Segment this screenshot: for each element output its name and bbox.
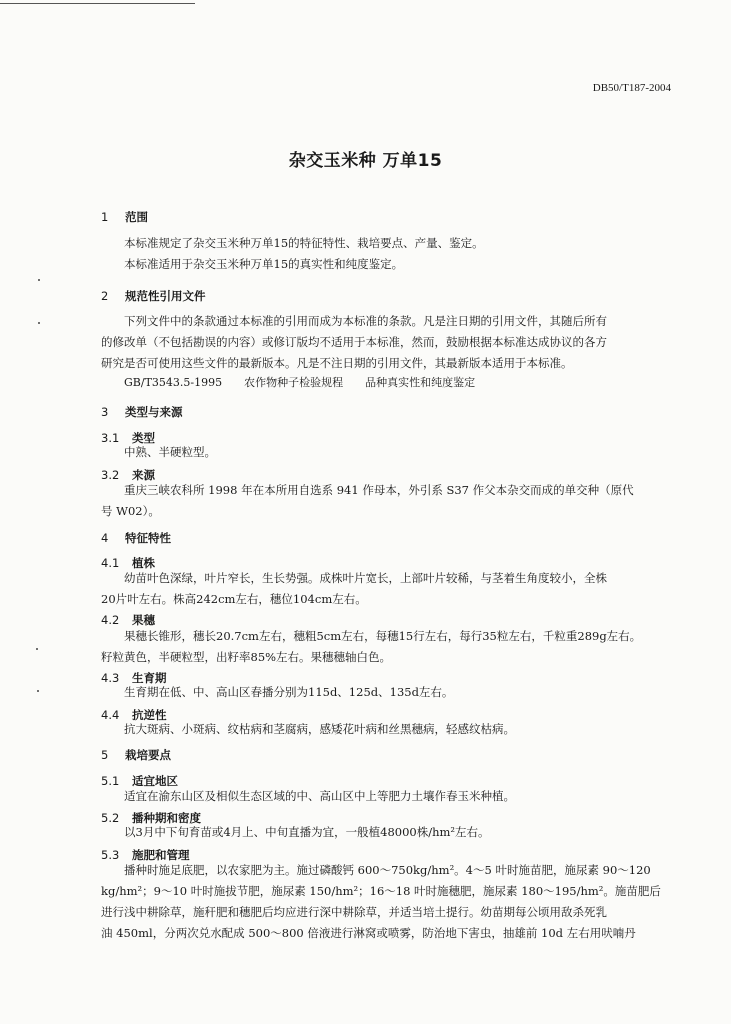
reference-name: 农作物种子检验规程 (244, 376, 344, 389)
section-number: 3 (101, 405, 109, 419)
document-title: 杂交玉米种 万单15 (288, 151, 443, 171)
section-2-text (101, 311, 675, 374)
paragraph-line: 下列文件中的条款通过本标准的引用而成为本标准的条款。凡是注日期的引用文件，其随后所有 (124, 314, 607, 328)
paragraph-line: 的修改单（不包括勘误的内容）或修订版均不适用于本标准，然而，鼓励根据本标准达成协议的各方 (101, 335, 607, 349)
section-1-text (101, 233, 675, 275)
section-5-heading (101, 747, 171, 763)
section-title: 规范性引用文件 (125, 289, 206, 303)
section-number: 5.2 (101, 811, 120, 825)
section-number: 4 (101, 531, 109, 545)
section-title: 范围 (125, 210, 148, 224)
paragraph-line: 适宜在渝东山区及相似生态区域的中、高山区中上等肥力土壤作春玉米种植。 (124, 789, 515, 803)
section-5-3-text (101, 860, 675, 944)
paragraph-line: 重庆三峡农科所 1998 年在本所用自选系 941 作母本，外引系 S37 作父本杂交而成的单交种（原代 (124, 483, 634, 497)
section-4-4-text (101, 719, 675, 740)
section-4-3-text (101, 682, 675, 703)
normative-reference (124, 374, 497, 390)
section-number: 4.4 (101, 708, 120, 722)
top-rule (0, 3, 195, 4)
reference-code: GB/T3543.5-1995 (124, 376, 223, 389)
section-5-2-text (101, 822, 675, 843)
section-number: 4.3 (101, 671, 120, 685)
section-number: 4.2 (101, 613, 120, 627)
paragraph-line: 果穗长锥形，穗长20.7cm左右，穗粗5cm左右，每穗15行左右，每行35粒左右，千粒重289g左右。 (124, 629, 642, 643)
section-number: 1 (101, 210, 109, 224)
paragraph-line: 进行浅中耕除草，施秆肥和穗肥后均应进行深中耕除草，并适当培土提行。幼苗期每公顷用敌杀死乳 (101, 905, 607, 919)
section-number: 3.1 (101, 431, 120, 445)
paragraph-line: 本标准适用于杂交玉米种万单15的真实性和纯度鉴定。 (124, 257, 404, 271)
section-title: 植株 (132, 556, 155, 570)
section-4-heading (101, 530, 171, 546)
section-5-1-text (101, 786, 675, 807)
paragraph-line: 幼苗叶色深绿，叶片窄长，生长势强。成株叶片宽长，上部叶片较稀，与茎着生角度较小，全株 (124, 571, 607, 585)
section-title: 来源 (132, 468, 155, 482)
section-title: 果穗 (132, 613, 155, 627)
paragraph-line: 本标准规定了杂交玉米种万单15的特征特性、栽培要点、产量、鉴定。 (124, 236, 484, 250)
paragraph-line: 号 W02）。 (101, 504, 160, 518)
paragraph-line: 抗大斑病、小斑病、纹枯病和茎腐病，感矮花叶病和丝黑穗病，轻感纹枯病。 (124, 722, 515, 736)
section-title: 类型 (132, 431, 155, 445)
section-3-2-text (101, 480, 675, 522)
section-title: 抗逆性 (132, 708, 167, 722)
section-4-2-text (101, 626, 675, 668)
scan-speck (37, 690, 39, 692)
section-2-heading (101, 288, 206, 304)
paragraph-line: 生育期在低、中、高山区春播分别为115d、125d、135d左右。 (124, 685, 454, 699)
section-number: 4.1 (101, 556, 120, 570)
section-3-heading (101, 404, 183, 420)
scan-speck (38, 279, 40, 281)
paragraph-line: 研究是否可使用这些文件的最新版本。凡是不注日期的引用文件，其最新版本适用于本标准。 (101, 356, 573, 370)
paragraph-line: 20片叶左右。株高242cm左右，穗位104cm左右。 (101, 592, 367, 606)
paragraph-line: 中熟、半硬粒型。 (124, 445, 216, 459)
section-4-1-text (101, 568, 675, 610)
section-number: 2 (101, 289, 109, 303)
section-number: 3.2 (101, 468, 120, 482)
section-title: 类型与来源 (125, 405, 183, 419)
section-3-1-text (101, 442, 675, 463)
section-number: 5.1 (101, 774, 120, 788)
paragraph-line: 以3月中下旬育苗或4月上、中旬直播为宜，一般植48000株/hm²左右。 (124, 825, 490, 839)
scan-speck (38, 322, 40, 324)
section-title: 特征特性 (125, 531, 171, 545)
section-title: 适宜地区 (132, 774, 178, 788)
section-title: 施肥和管理 (132, 848, 190, 862)
paragraph-line: 籽粒黄色，半硬粒型，出籽率85%左右。果穗穗轴白色。 (101, 650, 392, 664)
section-number: 5 (101, 748, 109, 762)
section-1-heading (101, 209, 148, 225)
section-title: 生育期 (132, 671, 167, 685)
paragraph-line: 油 450ml，分两次兑水配成 500～800 倍液进行淋窝或喷雾，防治地下害虫，抽雄前 10d 左右用吠喃丹 (101, 926, 636, 940)
section-title: 播种期和密度 (132, 811, 201, 825)
paragraph-line: kg/hm²；9～10 叶时施拔节肥，施尿素 150/hm²；16～18 叶时施穗肥，施尿素 180～195/hm²。施苗肥后 (101, 884, 661, 898)
section-title: 栽培要点 (125, 748, 171, 762)
section-number: 5.3 (101, 848, 120, 862)
paragraph-line: 播种时施足底肥，以农家肥为主。施过磷酸钙 600～750kg/hm²。4～5 叶时施苗肥，施尿素 90～120 (124, 863, 651, 877)
standard-code: DB50/T187-2004 (592, 82, 671, 94)
scan-speck (36, 648, 38, 650)
reference-part: 品种真实性和纯度鉴定 (365, 376, 476, 389)
